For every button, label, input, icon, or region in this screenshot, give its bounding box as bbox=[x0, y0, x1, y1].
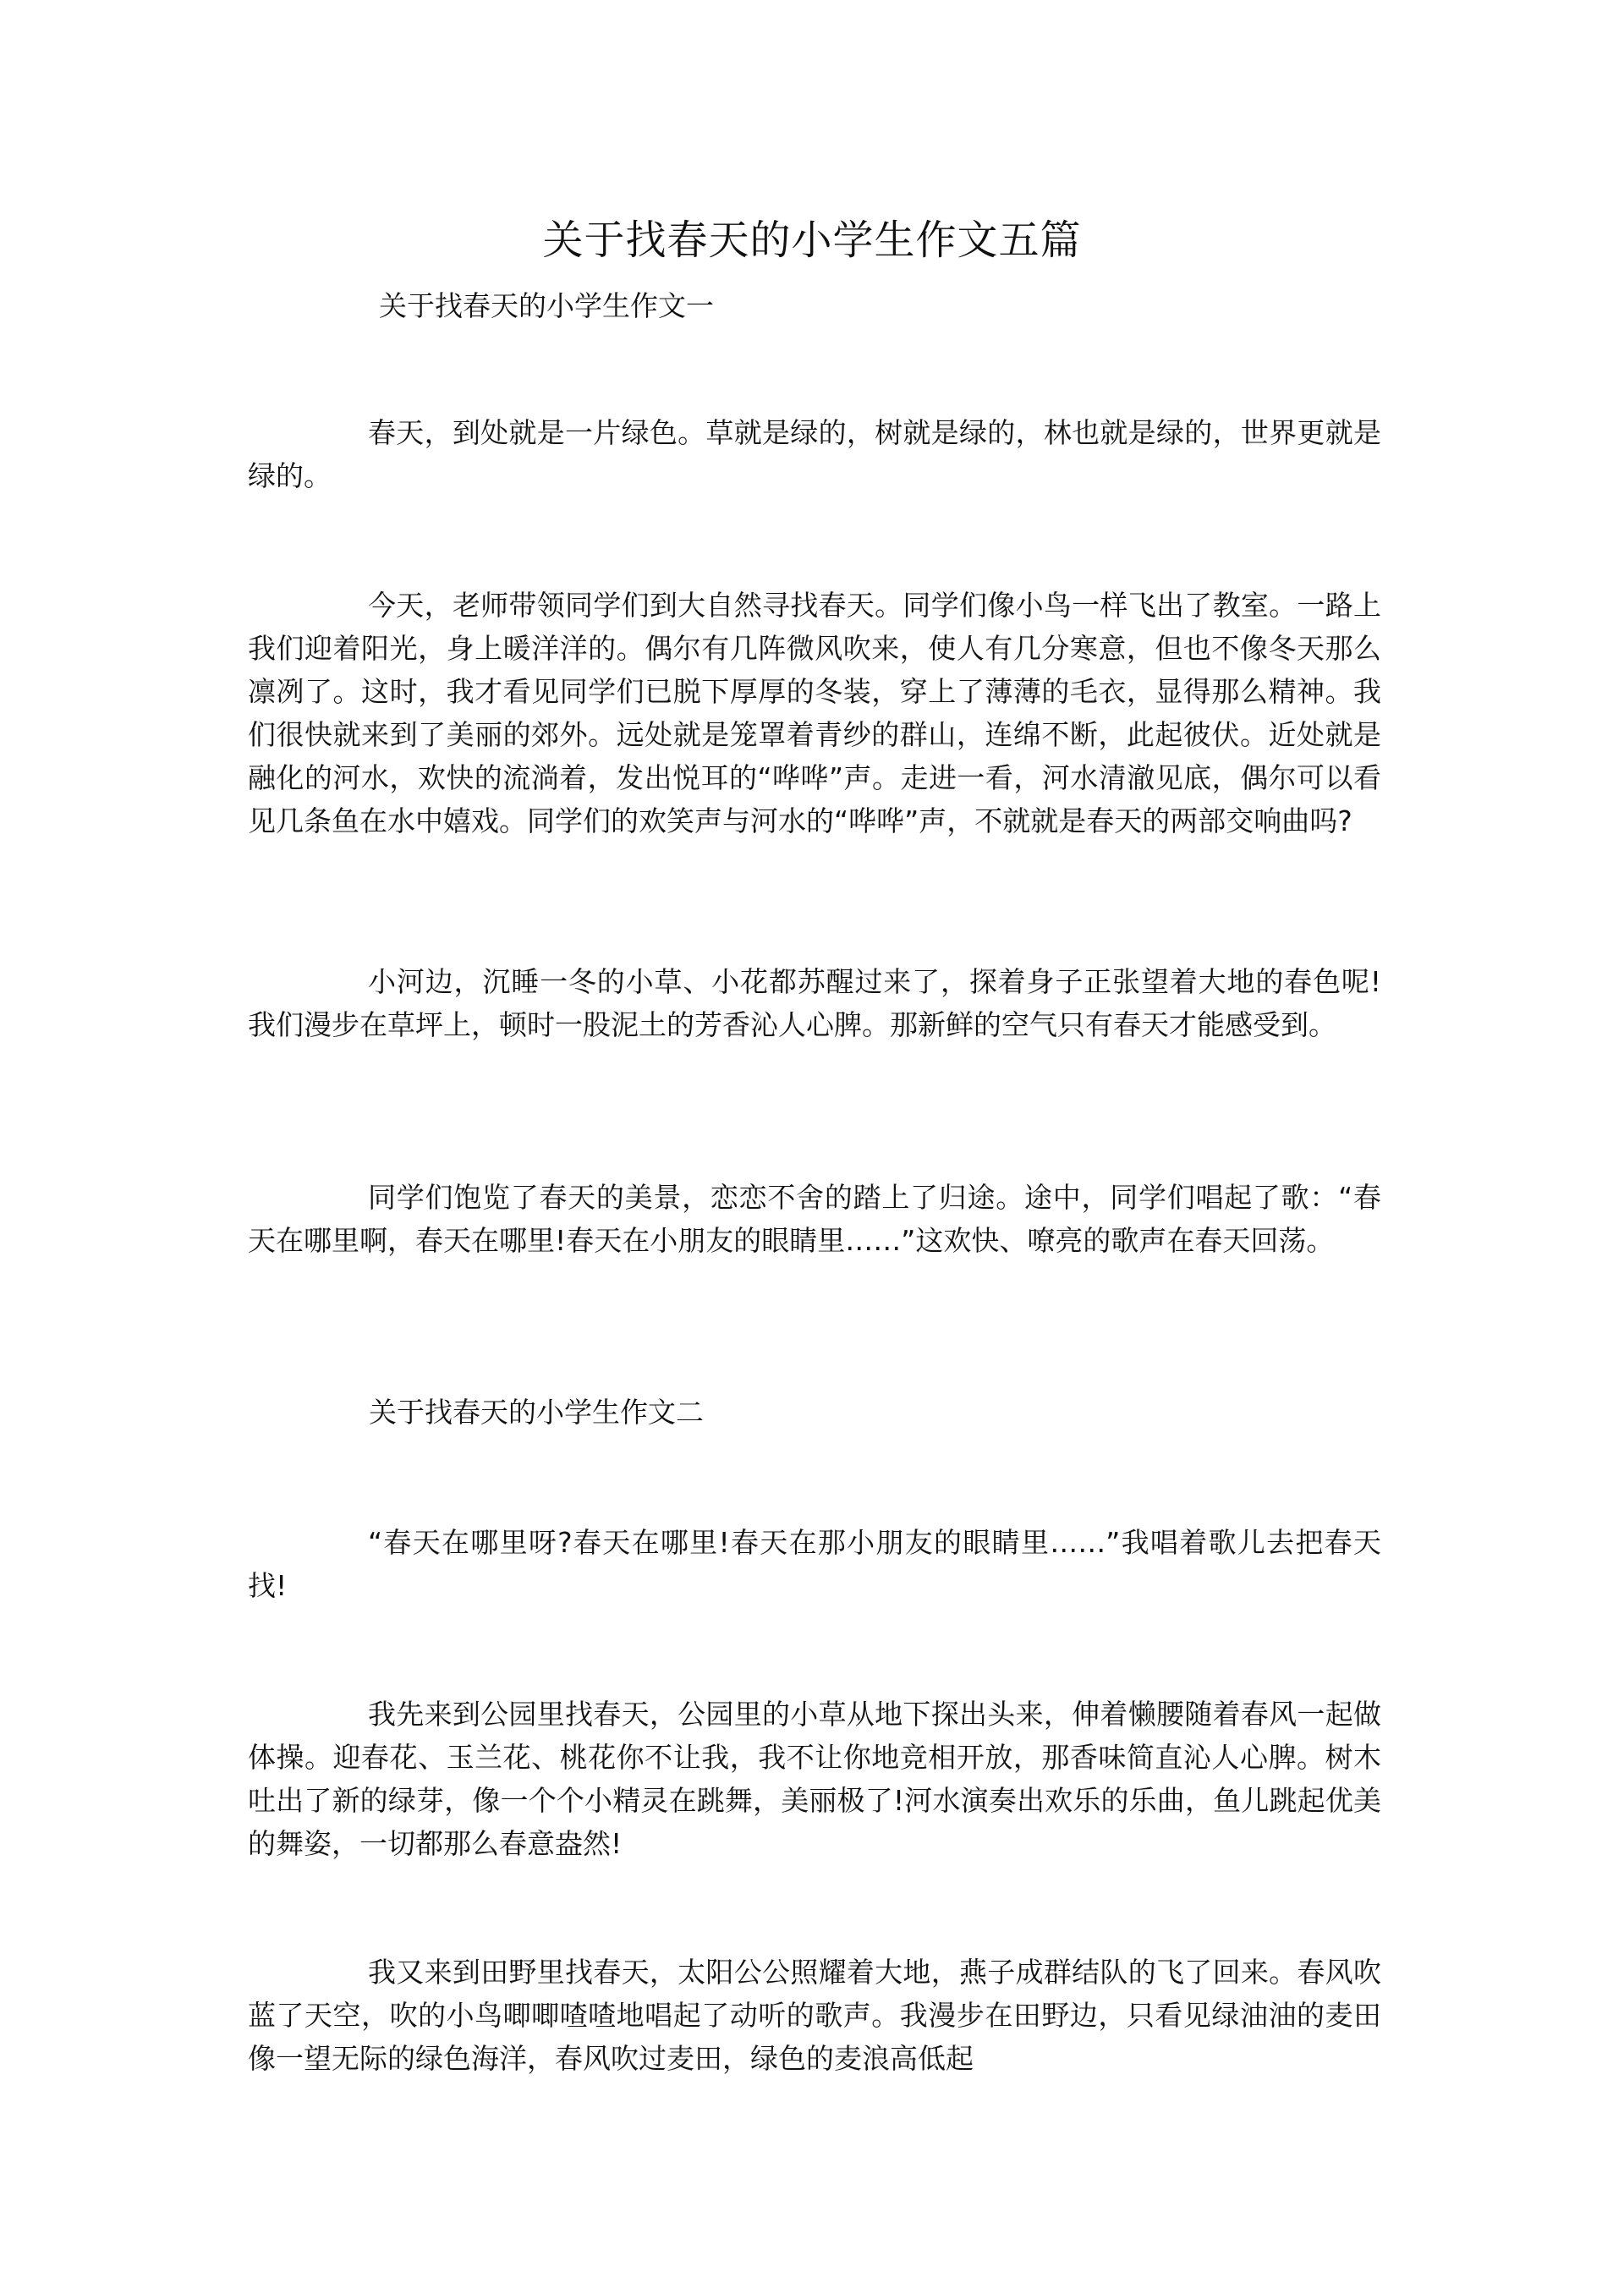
document-title: 关于找春天的小学生作文五篇 bbox=[542, 217, 1082, 264]
essay-two-heading: 关于找春天的小学生作文二 bbox=[369, 1396, 704, 1429]
essay-paragraph: 我又来到田野里找春天，太阳公公照耀着大地，燕子成群结队的飞了回来。春风吹蓝了天空，吹的小鸟唧唧喳喳地唱起了动听的歌声。我漫步在田野边，只看见绿油油的麦田像一望无际的绿色海洋，春风吹过麦田，绿色的麦浪高低起 bbox=[248, 1956, 1381, 2075]
essay-paragraph: 我先来到公园里找春天，公园里的小草从地下探出头来，伸着懒腰随着春风一起做体操。迎春花、玉兰花、桃花你不让我，我不让你地竞相开放，那香味简直沁人心脾。树木吐出了新的绿芽，像一个个小精灵在跳舞，美丽极了!河水演奏出欢乐的乐曲，鱼儿跳起优美的舞姿，一切都那么春意盎然! bbox=[248, 1698, 1381, 1860]
essay-paragraph: 小河边，沉睡一冬的小草、小花都苏醒过来了，探着身子正张望着大地的春色呢!我们漫步在草坪上，顿时一股泥土的芳香沁人心脾。那新鲜的空气只有春天才能感受到。 bbox=[248, 965, 1381, 1041]
essay-paragraph: 今天，老师带领同学们到大自然寻找春天。同学们像小鸟一样飞出了教室。一路上我们迎着阳光，身上暖洋洋的。偶尔有几阵微风吹来，使人有几分寒意，但也不像冬天那么凛冽了。这时，我才看见同学们已脱下厚厚的冬装，穿上了薄薄的毛衣，显得那么精神。我们很快就来到了美丽的郊外。远处就是笼罩着青纱的群山，连绵不断，此起彼伏。近处就是融化的河水，欢快的流淌着，发出悦耳的“哗哗”声。走进一看，河水清澈见底，偶尔可以看见几条鱼在水中嬉戏。同学们的欢笑声与河水的“哗哗”声，不就就是春天的两部交响曲吗? bbox=[248, 589, 1381, 837]
essay-one-heading: 关于找春天的小学生作文一 bbox=[379, 289, 714, 322]
essay-paragraph: 春天，到处就是一片绿色。草就是绿的，树就是绿的，林也就是绿的，世界更就是绿的。 bbox=[248, 416, 1381, 492]
essay-paragraph: “春天在哪里呀?春天在哪里!春天在那小朋友的眼睛里……”我唱着歌儿去把春天找! bbox=[248, 1526, 1381, 1602]
essay-paragraph: 同学们饱览了春天的美景，恋恋不舍的踏上了归途。途中，同学们唱起了歌：“春天在哪里啊，春天在哪里!春天在小朋友的眼睛里……”这欢快、嘹亮的歌声在春天回荡。 bbox=[248, 1181, 1381, 1257]
